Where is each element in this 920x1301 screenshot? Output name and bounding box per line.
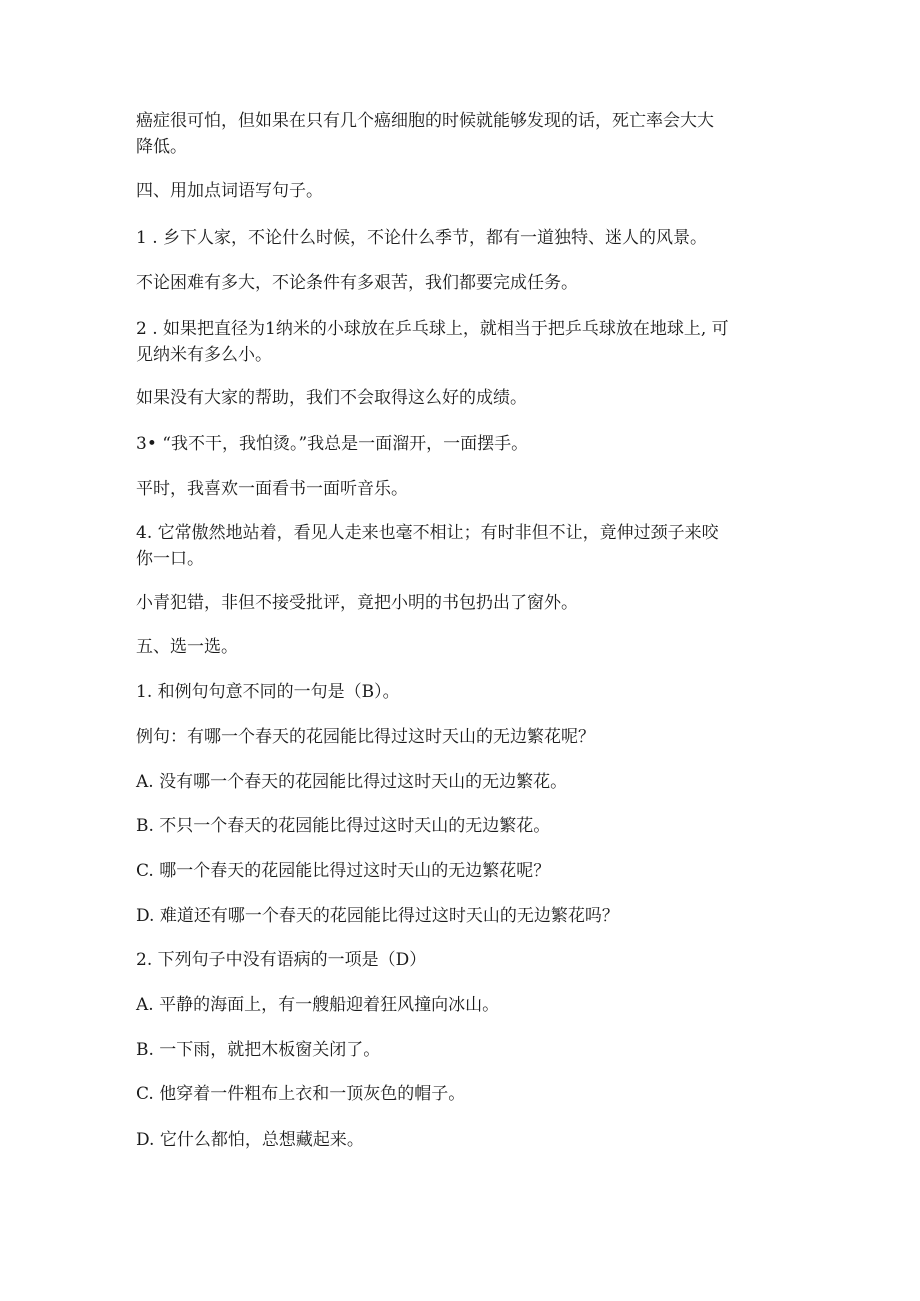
option-line: A. 没有哪一个春天的花园能比得过这时天山的无边繁花。: [136, 772, 568, 792]
answer-line: 小青犯错，非但不接受批评，竟把小明的书包扔出了窗外。: [136, 593, 578, 613]
option-line: C. 他穿着一件粗布上衣和一顶灰色的帽子。: [136, 1084, 466, 1104]
option-line: A. 平静的海面上，有一艘船迎着狂风撞向冰山。: [136, 995, 500, 1015]
question-line: 3• “我不干，我怕烫。”我总是一面溜开，一面摆手。: [136, 434, 529, 454]
section-heading: 四、用加点词语写句子。: [136, 181, 323, 201]
answer-line: 不论困难有多大，不论条件有多艰苦，我们都要完成任务。: [136, 273, 578, 293]
section-heading: 五、选一选。: [136, 637, 238, 657]
option-line: D. 它什么都怕，总想藏起来。: [136, 1130, 364, 1150]
answer-line: 如果没有大家的帮助，我们不会取得这么好的成绩。: [136, 388, 527, 408]
question-line: 4. 它常傲然地站着，看见人走来也毫不相让；有时非但不让，竟伸过颈子来咬: [136, 523, 719, 543]
question-line: 2. 下列句子中没有语病的一项是（D）: [136, 950, 427, 970]
question-line: 你一口。: [136, 549, 204, 569]
question-line: 1. 和例句句意不同的一句是（B）。: [136, 682, 400, 702]
question-line: 见纳米有多么小。: [136, 345, 272, 365]
option-line: B. 一下雨，就把木板窗关闭了。: [136, 1040, 381, 1060]
option-line: D. 难道还有哪一个春天的花园能比得过这时天山的无边繁花吗？: [136, 906, 619, 926]
option-line: C. 哪一个春天的花园能比得过这时天山的无边繁花呢？: [136, 861, 551, 881]
paragraph-line: 降低。: [136, 137, 187, 157]
paragraph-line: 癌症很可怕，但如果在只有几个癌细胞的时候就能够发现的话，死亡率会大大: [136, 111, 714, 131]
example-line: 例句：有哪一个春天的花园能比得过这时天山的无边繁花呢？: [136, 727, 595, 747]
question-line: 2 . 如果把直径为1纳米的小球放在乒乓球上，就相当于把乒乓球放在地球上, 可: [136, 319, 729, 339]
option-line: B. 不只一个春天的花园能比得过这时天山的无边繁花。: [136, 816, 551, 836]
question-line: 1 . 乡下人家，不论什么时候，不论什么季节，都有一道独特、迷人的风景。: [136, 228, 708, 248]
answer-line: 平时，我喜欢一面看书一面听音乐。: [136, 479, 408, 499]
